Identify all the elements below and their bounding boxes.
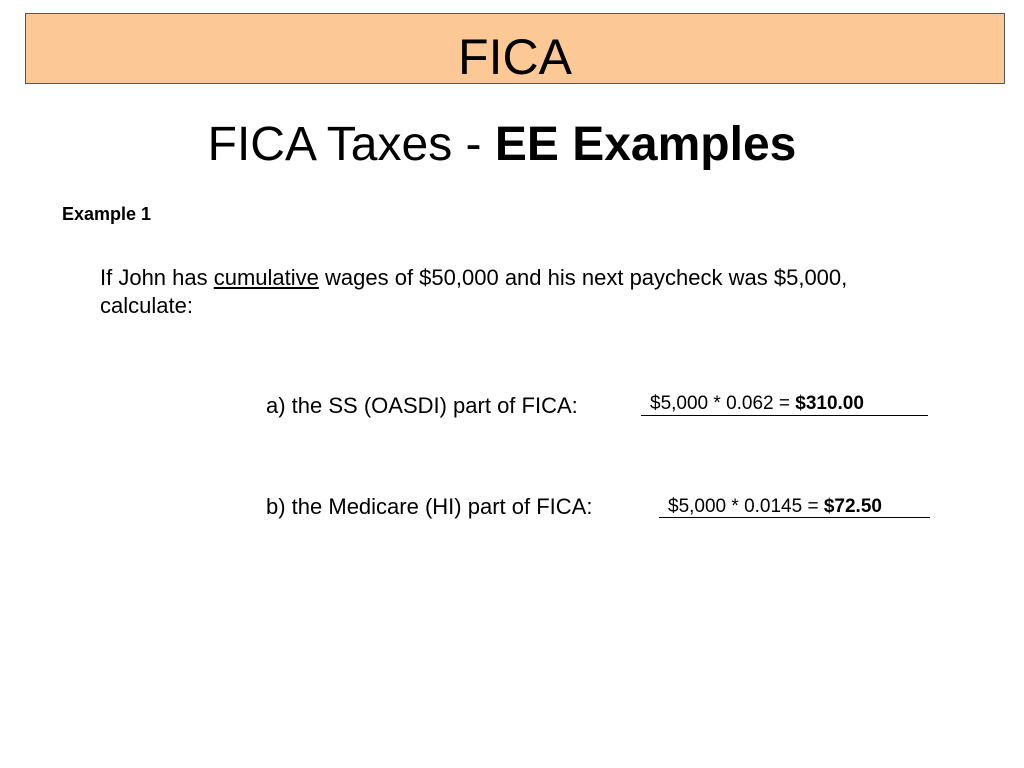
question-b-label: b) the Medicare (HI) part of FICA: [266,494,593,519]
example-label: Example 1 [62,204,152,224]
header-banner [25,13,1005,84]
banner-title: FICA [458,29,572,85]
slide-title [0,117,1004,173]
intro-underlined-word: cumulative [213,265,319,290]
answer-a [650,393,864,415]
answer-a-underline [641,415,928,416]
slide-title-regular: FICA Taxes - [207,118,495,171]
question-a-label: a) the SS (OASDI) part of FICA: [266,393,578,418]
slide-title-bold: EE Examples [494,118,797,171]
answer-b-formula: $5,000 * 0.0145 = [668,496,824,517]
intro-text-after: wages of $50,000 and his next paycheck was $5,000, calculate: [100,265,848,318]
intro-text-before: If John has [100,265,214,290]
answer-a-formula: $5,000 * 0.062 = [650,393,796,414]
example-intro [100,264,920,320]
answer-b [668,496,882,518]
answer-a-result: $310.00 [795,393,864,414]
answer-b-result: $72.50 [823,496,882,517]
